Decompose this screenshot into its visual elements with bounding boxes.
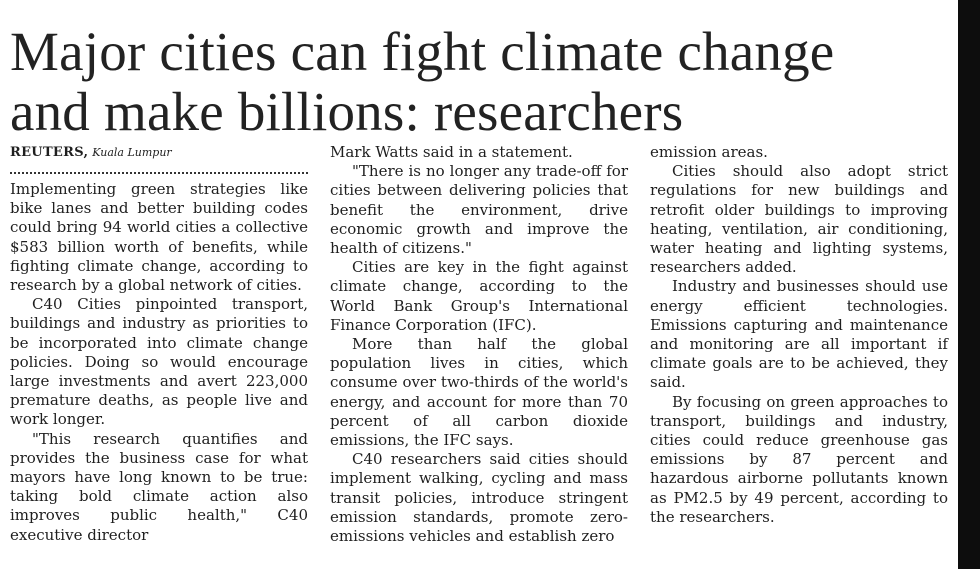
paragraph: Cities should also adopt strict regulations for new buildings and retrofit older buildings to improving heating, ventilation, air conditioning, water heating and lighting systems, researchers added. xyxy=(650,162,948,277)
column-1 xyxy=(10,143,308,545)
paragraph: Industry and businesses should use energy efficient technologies. Emissions capturing and maintenance and monitoring are all important if climate goals are to be achieved, they said. xyxy=(650,277,948,392)
paragraph: Cities are key in the fight against climate change, according to the World Bank Group's International Finance Corporation (IFC). xyxy=(330,258,628,334)
paragraph: C40 researchers said cities should implement walking, cycling and mass transit policies, introduce stringent emission standards, promote zero-emissions vehicles and establish zero xyxy=(330,450,628,546)
paragraph: "There is no longer any trade-off for cities between delivering policies that benefit the environment, drive economic growth and improve the health of citizens." xyxy=(330,162,628,258)
paragraph: By focusing on green approaches to transport, buildings and industry, cities could reduce greenhouse gas emissions by 87 percent and hazardous airborne pollutants known as PM2.5 by 49 percent, according to the researchers. xyxy=(650,392,948,526)
byline-location: Kuala Lumpur xyxy=(92,146,172,159)
paragraph: emission areas. xyxy=(650,143,768,161)
column-2 xyxy=(330,143,628,546)
byline xyxy=(10,143,308,162)
paragraph: Implementing green strategies like bike lanes and better building codes could bring 94 world cities a collective $583 billion worth of benefits, while fighting climate change, according to research by a global network of cities. xyxy=(10,180,308,295)
paragraph: Mark Watts said in a statement. xyxy=(330,143,573,161)
page-edge-shadow xyxy=(958,0,980,569)
column-3 xyxy=(650,143,948,527)
paragraph: C40 Cities pinpointed transport, buildings and industry as priorities to be incorporated into climate change policies. Doing so would encourage large investments and avert 223,000 premature deaths, as people live and work longer. xyxy=(10,295,308,429)
headline-line-1: Major cities can fight climate change xyxy=(10,21,835,82)
paragraph: More than half the global population lives in cities, which consume over two-thirds of the world's energy, and account for more than 70 percent of all carbon dioxide emissions, the IFC says. xyxy=(330,335,628,450)
headline xyxy=(10,22,950,142)
headline-line-2: and make billions: researchers xyxy=(10,81,684,142)
paragraph: "This research quantifies and provides the business case for what mayors have long known to be true: taking bold climate action also improves public health," C40 executive director xyxy=(10,429,308,544)
dotted-divider xyxy=(10,164,308,174)
byline-agency: REUTERS, xyxy=(10,145,89,160)
